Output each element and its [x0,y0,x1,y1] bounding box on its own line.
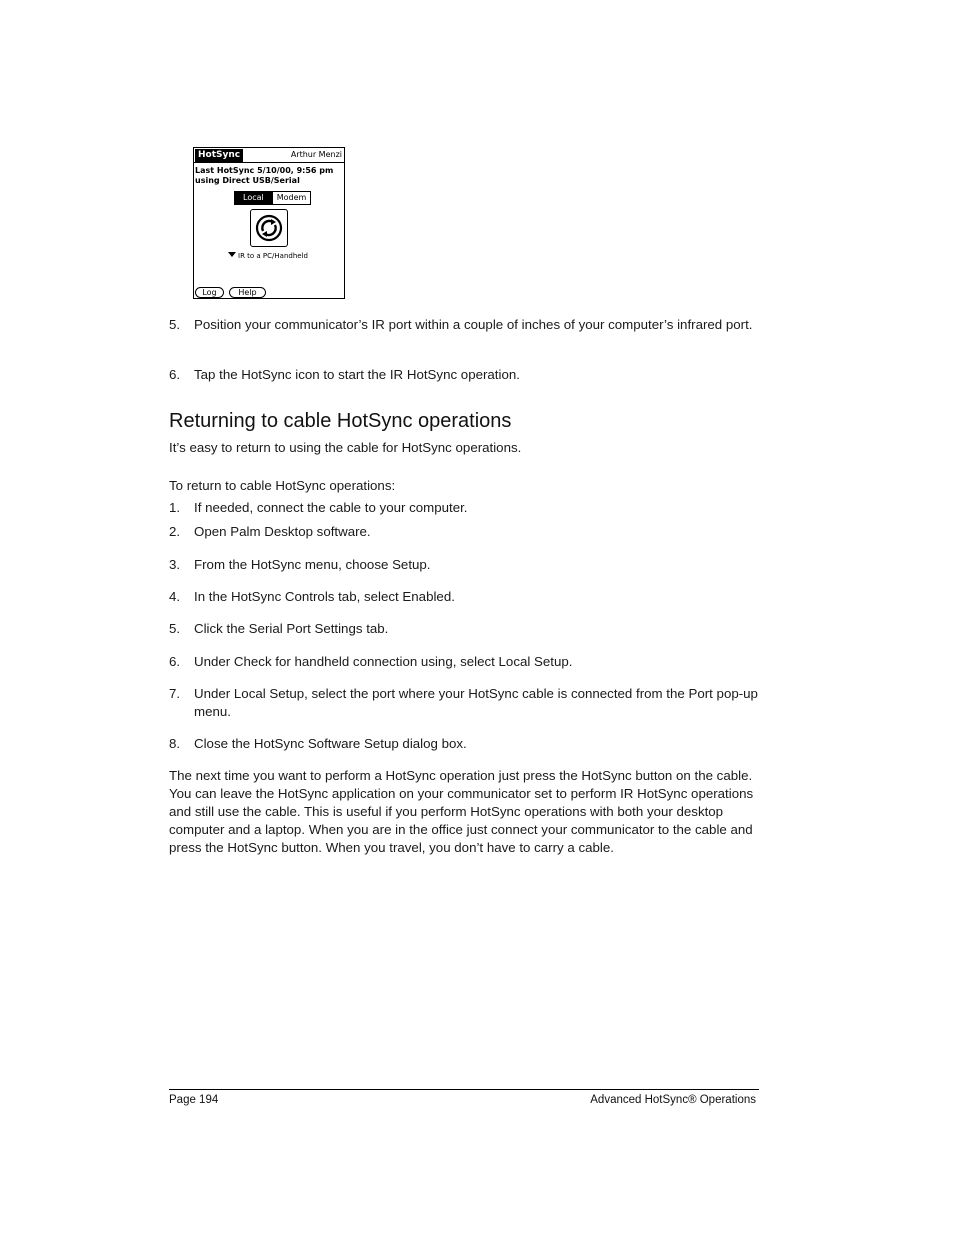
step-text: Under Check for handheld connection using, select Local Setup. [194,654,573,669]
step-number: 3. [169,557,181,572]
list-item [169,316,759,334]
step-number: 4. [169,589,181,604]
step-text: In the HotSync Controls tab, select Enabled. [194,589,455,604]
section-heading: Returning to cable HotSync operations [169,410,512,432]
step-text: From the HotSync menu, choose Setup. [194,557,431,572]
list-item [169,685,759,721]
step-number: 1. [169,500,181,515]
list-item [169,556,759,574]
list-item [169,735,759,753]
last-sync-line2: using Direct USB/Serial [195,176,300,185]
last-sync-line1: Last HotSync 5/10/00, 9:56 pm [195,166,334,175]
sync-mode-tabs [234,191,311,205]
app-title: HotSync [195,149,243,162]
step-text: Under Local Setup, select the port where your HotSync cable is connected from the Port pop-up menu. [194,686,758,719]
sync-target-picker[interactable] [228,252,308,261]
list-item [169,653,759,671]
title-bar [194,148,344,163]
page-number: Page 194 [169,1094,219,1106]
list-item [169,620,759,638]
step-number: 6. [169,367,181,382]
procedure-title: To return to cable HotSync operations: [169,478,396,493]
hotsync-icon [254,213,284,243]
tab-local[interactable]: Local [235,192,272,204]
hotsync-button[interactable] [250,209,288,247]
picker-value: IR to a PC/Handheld [238,252,308,260]
step-number: 5. [169,621,181,636]
help-button[interactable]: Help [229,287,266,298]
tab-modem[interactable]: Modem [272,192,311,204]
step-number: 6. [169,654,181,669]
hotsync-screen [193,147,345,299]
step-text: If needed, connect the cable to your computer. [194,500,468,515]
last-sync-info [195,166,333,186]
step-text: Close the HotSync Software Setup dialog box. [194,736,467,751]
step-text: Click the Serial Port Settings tab. [194,621,389,636]
step-number: 8. [169,736,181,751]
step-number: 5. [169,317,181,332]
step-text: Position your communicator’s IR port within a couple of inches of your computer’s infrared port. [194,317,753,332]
log-button[interactable]: Log [195,287,224,298]
closing-paragraph: The next time you want to perform a HotSync operation just press the HotSync button on the cable. You can leave the HotSync application on your communicator set to perform IR HotSync operations and still use the cable. This is useful if you perform HotSync operations with both your desktop computer and a laptop. When you are in the office just connect your communicator to the cable and press the HotSync button. When you travel, you don’t have to carry a cable. [169,768,754,855]
footer-divider [169,1089,759,1090]
user-name: Arthur Menzi [290,150,342,159]
step-text: Tap the HotSync icon to start the IR HotSync operation. [194,367,520,382]
step-number: 7. [169,686,181,701]
list-item [169,588,759,606]
step-number: 2. [169,524,181,539]
list-item [169,366,759,384]
step-text: Open Palm Desktop software. [194,524,371,539]
list-item [169,499,759,517]
list-item [169,523,759,541]
intro-paragraph: It’s easy to return to using the cable for HotSync operations. [169,440,522,455]
triangle-down-icon [228,252,236,257]
chapter-title: Advanced HotSync® Operations [590,1094,756,1106]
